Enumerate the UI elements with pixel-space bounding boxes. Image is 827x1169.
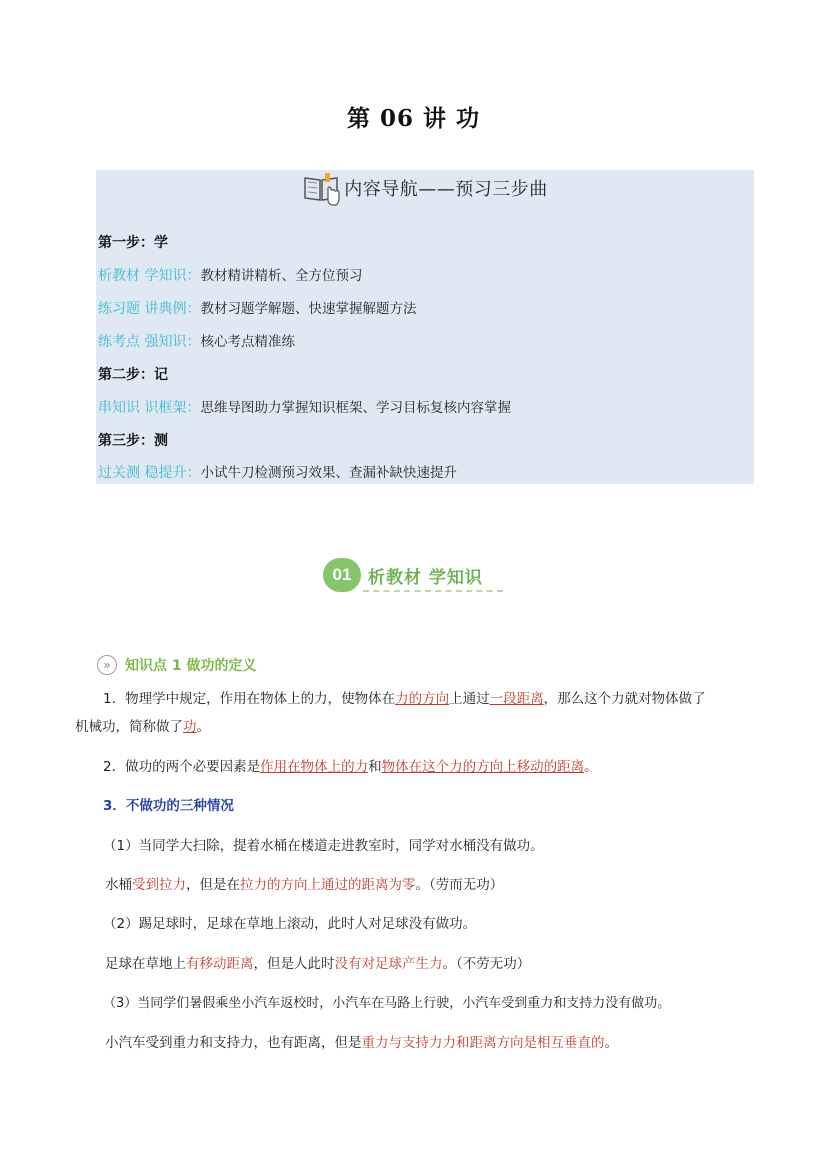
knowledge-point-heading bbox=[97, 655, 257, 675]
section-underline bbox=[363, 590, 503, 592]
nav-item-exam-points: 练考点 强知识：核心考点精准练 bbox=[98, 334, 295, 350]
nav-item-knowledge-framework: 串知识 识框架：思维导图助力掌握知识框架、学习目标复核内容掌握 bbox=[98, 400, 511, 416]
paragraph-2: 2．做功的两个必要因素是作用在物体上的力和物体在这个力的方向上移动的距离。 bbox=[103, 759, 598, 775]
double-chevron-icon: » bbox=[97, 655, 117, 675]
page-title: 第 06 讲 功 bbox=[346, 105, 481, 132]
section-badge bbox=[323, 556, 513, 596]
paragraph-1-line-2: 机械功，简称做了功。 bbox=[75, 719, 210, 735]
case-2-explanation: 足球在草地上有移动距离，但是人此时没有对足球产生力。（不劳无功） bbox=[105, 956, 531, 972]
paragraph-3-heading: 3．不做功的三种情况 bbox=[103, 798, 234, 814]
nav-header bbox=[96, 170, 754, 206]
nav-heading: 内容导航——预习三步曲 bbox=[344, 179, 548, 200]
nav-item-practice-examples: 练习题 讲典例：教材习题学解题、快速掌握解题方法 bbox=[98, 301, 417, 317]
case-3-statement: （3）当同学们暑假乘坐小汽车返校时，小汽车在马路上行驶，小汽车受到重力和支持力没有做功。 bbox=[103, 996, 671, 1011]
nav-item-analyze-textbook: 析教材 学知识：教材精讲精析、全方位预习 bbox=[98, 268, 363, 284]
content-navigation-box bbox=[96, 170, 754, 484]
step-two-label: 第二步：记 bbox=[98, 367, 168, 383]
case-1-statement: （1）当同学大扫除，提着水桶在楼道走进教室时，同学对水桶没有做功。 bbox=[103, 838, 544, 854]
knowledge-point-title: 知识点 1 做功的定义 bbox=[125, 658, 257, 674]
case-2-statement: （2）踢足球时，足球在草地上滚动，此时人对足球没有做功。 bbox=[103, 916, 477, 932]
case-3-explanation: 小汽车受到重力和支持力，也有距离，但是重力与支持力力和距离方向是相互垂直的。 bbox=[105, 1035, 618, 1051]
nav-item-checkpoint-test: 过关测 稳提升：小试牛刀检测预习效果、查漏补缺快速提升 bbox=[98, 465, 457, 481]
section-number: 01 bbox=[323, 558, 361, 592]
step-three-label: 第三步：测 bbox=[98, 433, 168, 449]
case-1-explanation: 水桶受到拉力，但是在拉力的方向上通过的距离为零。（劳而无功） bbox=[105, 877, 504, 893]
paragraph-1-line-1: 1．物理学中规定，作用在物体上的力，使物体在力的方向上通过一段距离，那么这个力就对物体做了 bbox=[103, 691, 706, 707]
step-one-label: 第一步：学 bbox=[98, 235, 168, 251]
section-label: 析教材 学知识 bbox=[368, 568, 483, 588]
book-pointer-icon bbox=[302, 170, 342, 206]
